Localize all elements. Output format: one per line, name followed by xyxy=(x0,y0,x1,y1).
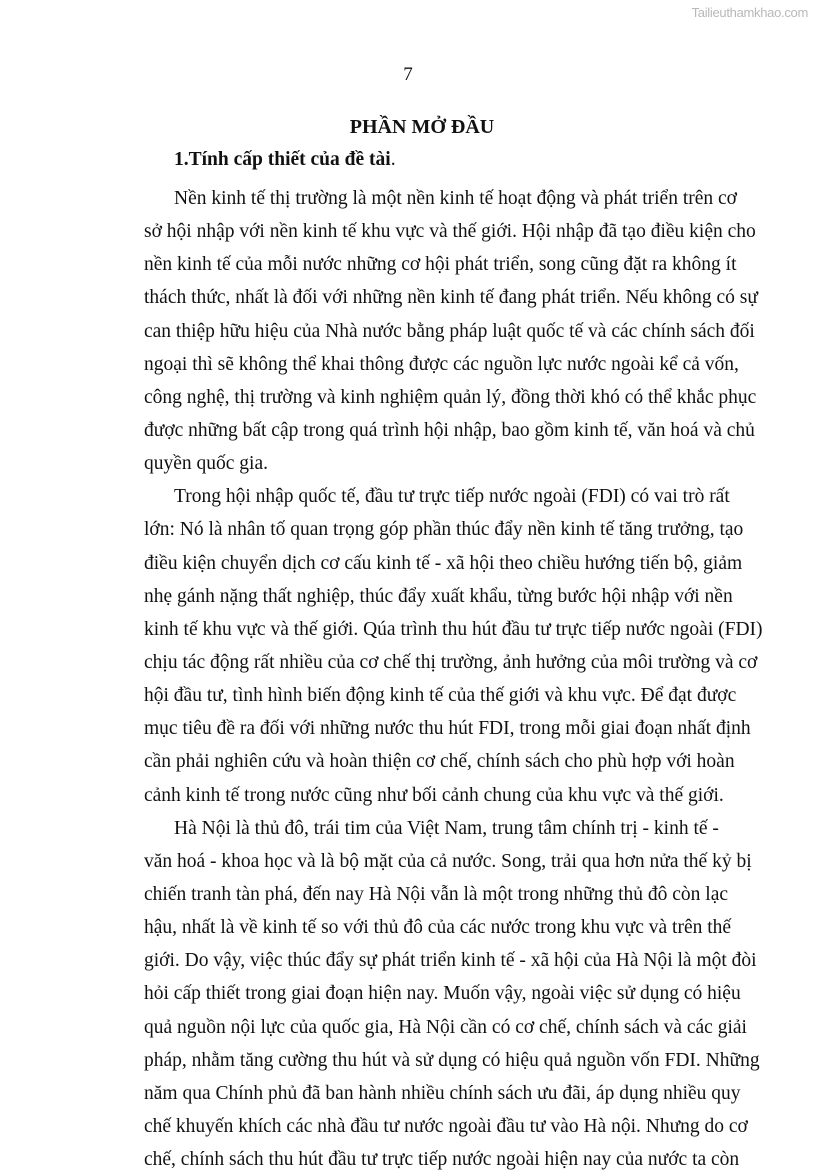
paragraph-line: hậu, nhất là về kinh tế so với thủ đô của các nước trong khu vực và trên thế xyxy=(144,917,732,939)
paragraph-line: quyền quốc gia. xyxy=(144,453,269,475)
section-heading-period: . xyxy=(390,149,396,170)
page-number: 7 xyxy=(403,64,413,85)
paragraph-line: văn hoá - khoa học và là bộ mặt của cả nước. Song, trải qua hơn nửa thế kỷ bị xyxy=(144,850,752,872)
paragraph-line: sở hội nhập với nền kinh tế khu vực và thế giới. Hội nhập đã tạo điều kiện cho xyxy=(144,221,756,243)
paragraph-line: lớn: Nó là nhân tố quan trọng góp phần thúc đẩy nền kinh tế tăng trưởng, tạo xyxy=(144,519,744,541)
paragraph-line: chế khuyến khích các nhà đầu tư nước ngoài đầu tư vào Hà nội. Nhưng do cơ xyxy=(144,1115,748,1137)
paragraph-line: can thiệp hữu hiệu của Nhà nước bằng pháp luật quốc tế và các chính sách đối xyxy=(144,320,755,342)
paragraph-line: thách thức, nhất là đối với những nền kinh tế đang phát triển. Nếu không có sự xyxy=(144,287,758,309)
paragraph-line: Nền kinh tế thị trường là một nền kinh tế hoạt động và phát triển trên cơ xyxy=(174,188,737,209)
paragraph-line: ngoại thì sẽ không thể khai thông được các nguồn lực nước ngoài kể cả vốn, xyxy=(144,353,739,375)
paragraph-line: quả nguồn nội lực của quốc gia, Hà Nội cần có cơ chế, chính sách và các giải xyxy=(144,1016,747,1038)
paragraph-line: nền kinh tế của mỗi nước những cơ hội phát triển, song cũng đặt ra không ít xyxy=(144,254,737,276)
paragraph-line: pháp, nhằm tăng cường thu hút và sử dụng có hiệu quả nguồn vốn FDI. Những xyxy=(144,1049,760,1071)
paragraph-line: giới. Do vậy, việc thúc đẩy sự phát triển kinh tế - xã hội của Hà Nội là một đòi xyxy=(144,950,757,972)
paragraph xyxy=(144,182,758,480)
section-heading xyxy=(174,149,396,171)
paragraph-line: được những bất cập trong quá trình hội nhập, bao gồm kinh tế, văn hoá và chủ xyxy=(144,419,755,441)
paragraph-line: Trong hội nhập quốc tế, đầu tư trực tiếp nước ngoài (FDI) có vai trò rất xyxy=(174,486,730,508)
paragraph-line: điều kiện chuyển dịch cơ cấu kinh tế - xã hội theo chiều hướng tiến bộ, giảm xyxy=(144,552,743,574)
paragraph-line: chiến tranh tàn phá, đến nay Hà Nội vẫn là một trong những thủ đô còn lạc xyxy=(144,883,729,905)
paragraph xyxy=(144,812,760,1176)
page-title: PHẦN MỞ ĐẦU xyxy=(349,116,495,138)
paragraph-line: cảnh kinh tế trong nước cũng như bối cảnh chung của khu vực và thế giới. xyxy=(144,784,724,806)
paragraph-line: năm qua Chính phủ đã ban hành nhiều chính sách ưu đãi, áp dụng nhiều quy xyxy=(144,1082,741,1104)
paragraph xyxy=(144,480,763,811)
section-heading-text: 1.Tính cấp thiết của đề tài xyxy=(174,149,391,170)
paragraph-line: hội đầu tư, tình hình biến động kinh tế của thế giới và khu vực. Để đạt được xyxy=(144,685,737,707)
paragraph-line: cần phải nghiên cứu và hoàn thiện cơ chế, chính sách cho phù hợp với hoàn xyxy=(144,751,735,773)
watermark: Tailieuthamkhao.com xyxy=(691,5,808,20)
paragraph-line: chế, chính sách thu hút đầu tư trực tiếp nước ngoài hiện nay của nước ta còn xyxy=(144,1149,740,1171)
paragraph-line: mục tiêu đề ra đối với những nước thu hút FDI, trong mỗi giai đoạn nhất định xyxy=(144,718,751,740)
paragraph-line: kinh tế khu vực và thế giới. Qúa trình thu hút đầu tư trực tiếp nước ngoài (FDI) xyxy=(144,618,763,640)
document-body xyxy=(144,182,763,1176)
paragraph-line: công nghệ, thị trường và kinh nghiệm quản lý, đồng thời khó có thể khắc phục xyxy=(144,386,757,408)
paragraph-line: Hà Nội là thủ đô, trái tim của Việt Nam, trung tâm chính trị - kinh tế - xyxy=(174,817,719,839)
paragraph-line: nhẹ gánh nặng thất nghiệp, thúc đẩy xuất khẩu, từng bước hội nhập với nền xyxy=(144,585,733,607)
paragraph-line: hỏi cấp thiết trong giai đoạn hiện nay. Muốn vậy, ngoài việc sử dụng có hiệu xyxy=(144,983,741,1005)
paragraph-line: chịu tác động rất nhiều của cơ chế thị trường, ảnh hưởng của môi trường và cơ xyxy=(144,651,758,673)
